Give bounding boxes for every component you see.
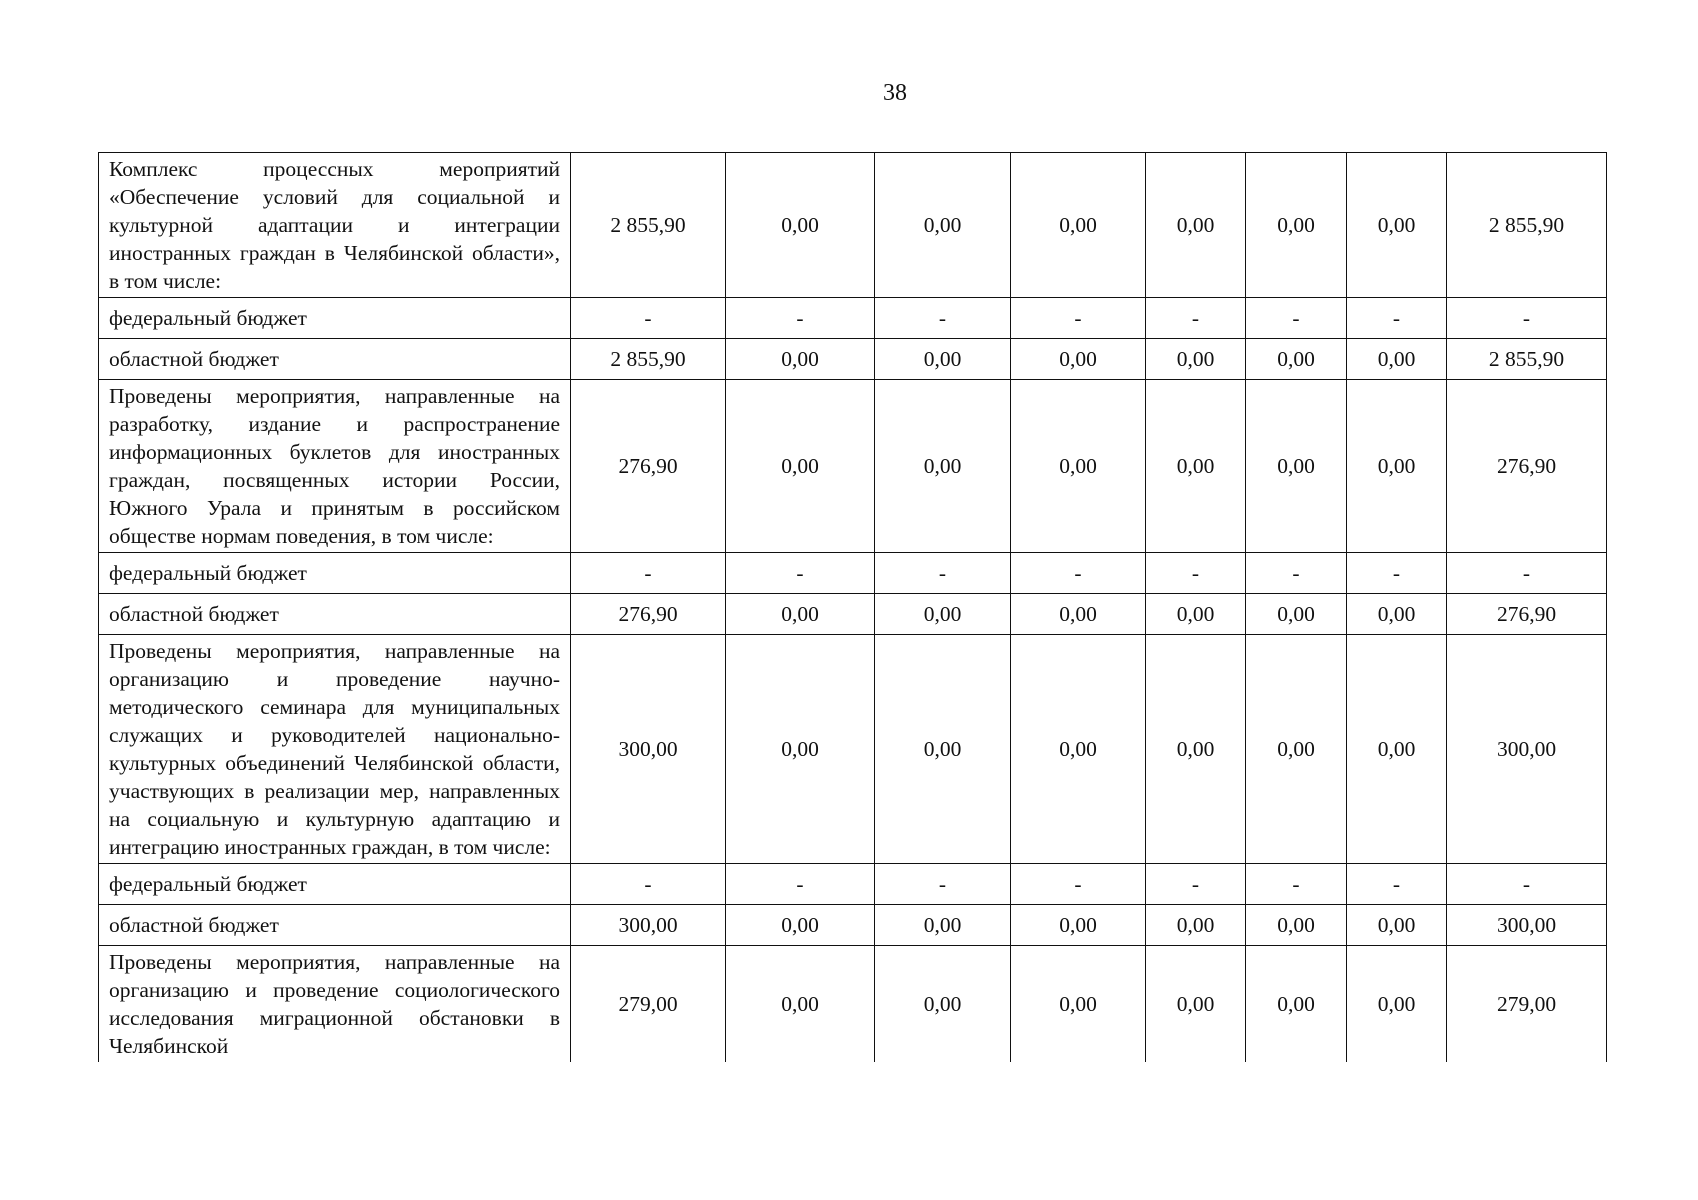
table-cell: 0,00 — [726, 946, 875, 1063]
row-description: областной бюджет — [99, 594, 571, 635]
table-cell: 0,00 — [1246, 339, 1347, 380]
table-row — [99, 339, 1607, 380]
table-cell: 0,00 — [726, 905, 875, 946]
table-cell: 0,00 — [726, 339, 875, 380]
table-cell: 0,00 — [1146, 946, 1246, 1063]
table-cell: 0,00 — [726, 635, 875, 864]
table-cell: - — [1447, 553, 1607, 594]
table-cell: 0,00 — [1146, 153, 1246, 298]
row-description: областной бюджет — [99, 905, 571, 946]
table-cell: 0,00 — [875, 905, 1011, 946]
budget-table — [98, 152, 1607, 1062]
table-cell: 0,00 — [1011, 905, 1146, 946]
table-cell: 0,00 — [1246, 635, 1347, 864]
table-cell: 0,00 — [726, 153, 875, 298]
table-cell: - — [1246, 864, 1347, 905]
row-description: Проведены мероприятия, направленные на разработку, издание и распространение информационных буклетов для иностранных граждан, посвященных истории России, Южного Урала и принятым в российском обществе нормам поведения, в том числе: — [99, 380, 571, 553]
table-row — [99, 153, 1607, 298]
table-cell: 0,00 — [875, 380, 1011, 553]
table-cell: - — [1347, 553, 1447, 594]
table-cell: - — [726, 298, 875, 339]
row-description: Комплекс процессных мероприятий «Обеспечение условий для социальной и культурной адаптации и интеграции иностранных граждан в Челябинской области», в том числе: — [99, 153, 571, 298]
table-cell: 0,00 — [1347, 946, 1447, 1063]
table-cell: - — [875, 553, 1011, 594]
table-cell: 0,00 — [1347, 594, 1447, 635]
table-cell: 0,00 — [1146, 339, 1246, 380]
table-cell: 0,00 — [875, 946, 1011, 1063]
table-row — [99, 864, 1607, 905]
row-description: областной бюджет — [99, 339, 571, 380]
table-cell: 0,00 — [1246, 380, 1347, 553]
row-description: Проведены мероприятия, направленные на организацию и проведение научно-методического семинара для муниципальных служащих и руководителей национально-культурных объединений Челябинской области, участвующих в реализации мер, направленных на социальную и культурную адаптацию и интеграцию иностранных граждан, в том числе: — [99, 635, 571, 864]
table-cell: 0,00 — [1246, 946, 1347, 1063]
table-cell: 0,00 — [1347, 339, 1447, 380]
table-cell: 0,00 — [875, 339, 1011, 380]
table-cell: - — [1011, 864, 1146, 905]
table-cell: 0,00 — [1146, 594, 1246, 635]
table-cell: 279,00 — [1447, 946, 1607, 1063]
table-cell: - — [571, 553, 726, 594]
table-cell: - — [1246, 298, 1347, 339]
table-cell: - — [875, 298, 1011, 339]
table-cell: 0,00 — [1011, 380, 1146, 553]
row-description: федеральный бюджет — [99, 298, 571, 339]
table-cell: - — [726, 553, 875, 594]
table-cell: 279,00 — [571, 946, 726, 1063]
table-cell: 0,00 — [1146, 635, 1246, 864]
table-cell: 0,00 — [1246, 153, 1347, 298]
table-cell: 0,00 — [1246, 905, 1347, 946]
table-cell: 0,00 — [1347, 380, 1447, 553]
table-row — [99, 635, 1607, 864]
table-row — [99, 298, 1607, 339]
table-row — [99, 905, 1607, 946]
row-description: федеральный бюджет — [99, 864, 571, 905]
table-cell: 300,00 — [571, 905, 726, 946]
table-cell: 276,90 — [1447, 380, 1607, 553]
table-cell: 0,00 — [726, 594, 875, 635]
page-number: 38 — [883, 80, 907, 106]
table-cell: - — [1347, 864, 1447, 905]
table-cell: - — [1447, 298, 1607, 339]
table-cell: 0,00 — [1347, 153, 1447, 298]
table-cell: - — [875, 864, 1011, 905]
table-row — [99, 553, 1607, 594]
row-description: Проведены мероприятия, направленные на организацию и проведение социологического исследования миграционной обстановки в Челябинской — [99, 946, 571, 1063]
table-cell: 0,00 — [1146, 905, 1246, 946]
table-cell: 300,00 — [1447, 635, 1607, 864]
table-cell: 0,00 — [1246, 594, 1347, 635]
table-cell: 0,00 — [1011, 594, 1146, 635]
table-cell: 0,00 — [1146, 380, 1246, 553]
table-cell: 276,90 — [571, 594, 726, 635]
table-cell: 300,00 — [1447, 905, 1607, 946]
table-cell: 0,00 — [726, 380, 875, 553]
table-cell: 0,00 — [875, 594, 1011, 635]
table-cell: - — [1447, 864, 1607, 905]
table-cell: - — [1146, 298, 1246, 339]
table-cell: 0,00 — [875, 635, 1011, 864]
table-cell: - — [1246, 553, 1347, 594]
table-cell: - — [1146, 553, 1246, 594]
table-cell: 276,90 — [1447, 594, 1607, 635]
table-cell: 2 855,90 — [571, 339, 726, 380]
table-cell: 276,90 — [571, 380, 726, 553]
table-cell: 0,00 — [1347, 905, 1447, 946]
table-cell: 0,00 — [1011, 635, 1146, 864]
table-cell: - — [571, 298, 726, 339]
table-cell: 2 855,90 — [1447, 153, 1607, 298]
table-cell: 0,00 — [1011, 946, 1146, 1063]
table-cell: 2 855,90 — [571, 153, 726, 298]
table-cell: 0,00 — [1347, 635, 1447, 864]
table-cell: - — [1011, 298, 1146, 339]
table-row — [99, 380, 1607, 553]
table-cell: 2 855,90 — [1447, 339, 1607, 380]
table-cell: - — [571, 864, 726, 905]
table-cell: - — [1146, 864, 1246, 905]
table-cell: 0,00 — [1011, 339, 1146, 380]
row-description: федеральный бюджет — [99, 553, 571, 594]
table-cell: - — [1011, 553, 1146, 594]
table-cell: 300,00 — [571, 635, 726, 864]
table-cell: 0,00 — [875, 153, 1011, 298]
table-row — [99, 594, 1607, 635]
table-cell: 0,00 — [1011, 153, 1146, 298]
table-row — [99, 946, 1607, 1063]
table-cell: - — [1347, 298, 1447, 339]
table-cell: - — [726, 864, 875, 905]
